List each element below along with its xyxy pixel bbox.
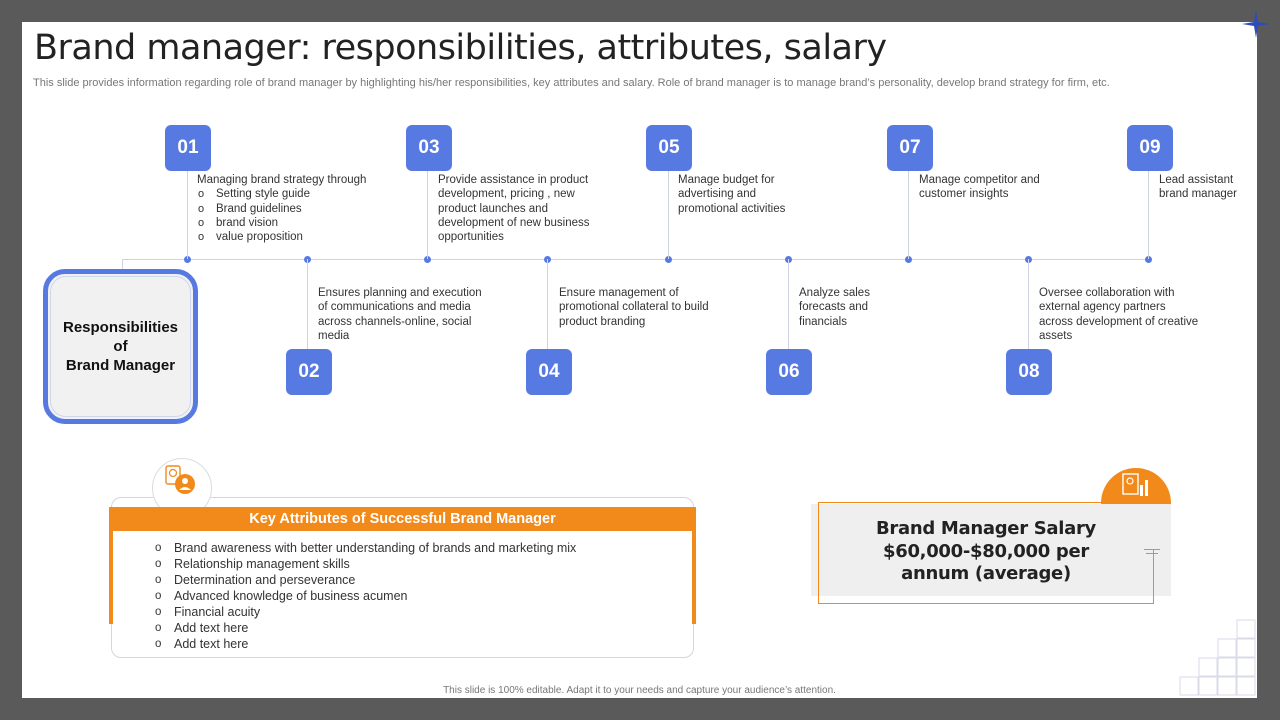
- step-04-description: Ensure management of promotional collateral to build product branding: [559, 287, 709, 328]
- step-connector: [1148, 170, 1149, 259]
- attributes-accent-left: [109, 531, 113, 624]
- page-subtitle: This slide provides information regarding role of brand manager by highlighting his/her responsibilities, key attributes and salary. Role of brand manager is to manage brand’s personality, develop brand strategy for firm, etc.: [33, 77, 1110, 89]
- responsibilities-label-line1: Responsibilities: [62, 319, 179, 336]
- attribute-item: o Brand awareness with better understanding of brands and marketing mix: [155, 540, 576, 556]
- attribute-item: o Add text here: [155, 636, 576, 652]
- step-06-badge: 06: [766, 349, 812, 395]
- timeline-line: [122, 259, 1152, 260]
- step-08-badge: 08: [1006, 349, 1052, 395]
- step-05-description: Manage budget for advertising and promotional activities: [678, 174, 786, 215]
- attribute-item: o Add text here: [155, 620, 576, 636]
- page-title: Brand manager: responsibilities, attributes, salary: [34, 28, 887, 68]
- step-01-badge: 01: [165, 125, 211, 171]
- step-03-description: Provide assistance in product development, pricing , new product launches and development of new business opportunities: [438, 174, 590, 244]
- step-04-badge: 04: [526, 349, 572, 395]
- star-icon: [1240, 8, 1272, 40]
- slide: [22, 22, 1257, 698]
- slide-footer: This slide is 100% editable. Adapt it to your needs and capture your audience’s attention.: [443, 685, 836, 696]
- step-08-description: Oversee collaboration with external agency partners across development of creative assets: [1039, 287, 1199, 342]
- step-connector: [668, 170, 669, 259]
- step-02-description: Ensures planning and execution of communications and media across channels-online, social media: [318, 287, 482, 342]
- step-connector: [1028, 259, 1029, 349]
- step-01-bullet: o value proposition: [197, 230, 407, 244]
- responsibilities-box: [43, 269, 198, 424]
- step-connector: [187, 170, 188, 259]
- step-07-badge: 07: [887, 125, 933, 171]
- salary-text: [821, 518, 1151, 586]
- step-connector: [547, 259, 548, 349]
- step-06-description: Analyze sales forecasts and financials: [799, 287, 870, 328]
- step-02-badge: 02: [286, 349, 332, 395]
- salary-line1: Brand Manager Salary: [875, 518, 1096, 539]
- responsibilities-label-line3: Brand Manager: [65, 357, 176, 374]
- salary-frame-right: [1153, 550, 1154, 604]
- step-01-text: Managing brand strategy through: [197, 174, 367, 186]
- step-connector: [788, 259, 789, 349]
- attributes-accent-right: [692, 531, 696, 624]
- step-03-badge: 03: [406, 125, 452, 171]
- step-07-description: Manage competitor and customer insights: [919, 174, 1040, 201]
- attributes-heading: Key Attributes of Successful Brand Manager: [109, 507, 696, 531]
- attribute-item: o Relationship management skills: [155, 556, 576, 572]
- step-01-bullet: o Setting style guide: [197, 187, 407, 201]
- attribute-item: o Financial acuity: [155, 604, 576, 620]
- step-01-description: [197, 173, 407, 244]
- step-01-bullet: o Brand guidelines: [197, 202, 407, 216]
- attributes-list: [155, 540, 576, 652]
- step-01-bullet: o brand vision: [197, 216, 407, 230]
- step-01-bullets: [197, 187, 407, 244]
- attribute-item: o Determination and perseverance: [155, 572, 576, 588]
- step-05-badge: 05: [646, 125, 692, 171]
- step-09-description: Lead assistant brand manager: [1159, 174, 1237, 201]
- salary-line3: annum (average): [901, 563, 1071, 584]
- salary-line2: $60,000-$80,000 per: [883, 540, 1089, 562]
- responsibilities-label-line2: of: [113, 338, 128, 355]
- step-connector: [427, 170, 428, 259]
- step-connector: [908, 170, 909, 259]
- step-09-badge: 09: [1127, 125, 1173, 171]
- attribute-item: o Advanced knowledge of business acumen: [155, 588, 576, 604]
- step-connector: [307, 259, 308, 349]
